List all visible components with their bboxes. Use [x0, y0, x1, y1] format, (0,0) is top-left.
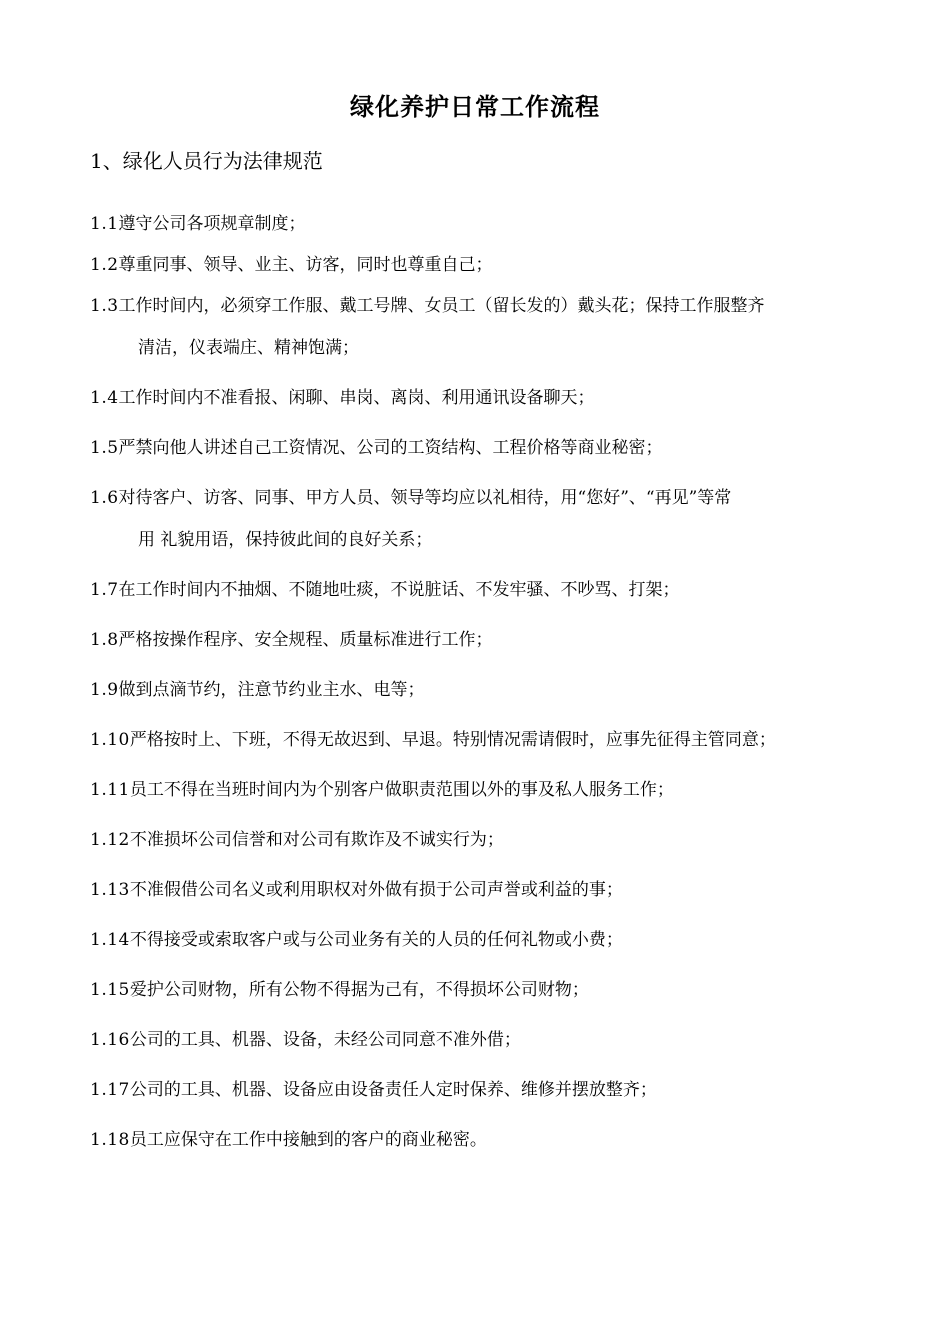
rule-text: 严禁向他人讲述自己工资情况、公司的工资结构、工程价格等商业秘密； — [118, 438, 663, 458]
rule-text: 在工作时间内不抽烟、不随地吐痰，不说脏话、不发牢骚、不吵骂、打架； — [118, 580, 680, 600]
rule-text: 对待客户、访客、同事、甲方人员、领导等均应以礼相待，用“您好”、“再见”等常 — [118, 488, 732, 508]
rule-first-line — [90, 877, 860, 903]
rule-first-line — [90, 577, 860, 603]
rule-item — [90, 385, 860, 411]
rule-first-line — [90, 627, 860, 653]
rule-first-line — [90, 1127, 860, 1153]
rule-item — [90, 485, 860, 553]
rule-first-line — [90, 927, 860, 953]
rule-first-line — [90, 977, 860, 1003]
rule-first-line — [90, 727, 860, 753]
rule-text: 公司的工具、机器、设备，未经公司同意不准外借； — [129, 1030, 521, 1050]
section-heading: 1、绿化人员行为法律规范 — [90, 149, 323, 173]
rule-item — [90, 1127, 860, 1153]
rule-number: 1.3 — [90, 296, 119, 316]
rule-number: 1.6 — [90, 488, 119, 508]
rule-number: 1.7 — [90, 580, 119, 600]
rule-item — [90, 677, 860, 703]
rule-text: 爱护公司财物，所有公物不得据为己有，不得损坏公司财物； — [129, 980, 589, 1000]
rule-item — [90, 211, 860, 237]
rule-first-line — [90, 485, 860, 511]
rule-number: 1.11 — [90, 780, 130, 800]
rule-item — [90, 252, 860, 278]
rule-continuation-line — [90, 335, 860, 361]
rule-number: 1.18 — [90, 1130, 130, 1150]
rule-item — [90, 577, 860, 603]
rule-first-line — [90, 293, 860, 319]
rule-text: 不得接受或索取客户或与公司业务有关的人员的任何礼物或小费； — [129, 930, 623, 950]
rule-item — [90, 777, 860, 803]
rule-text: 做到点滴节约，注意节约业主水、电等； — [118, 680, 425, 700]
rule-first-line — [90, 677, 860, 703]
rule-text: 清洁，仪表端庄、精神饱满； — [138, 338, 359, 358]
rule-item — [90, 877, 860, 903]
rule-number: 1.13 — [90, 880, 130, 900]
rule-item — [90, 293, 860, 361]
rule-text: 遵守公司各项规章制度； — [118, 214, 306, 234]
rule-number: 1.15 — [90, 980, 130, 1000]
rule-text: 尊重同事、领导、业主、访客，同时也尊重自己； — [118, 255, 493, 275]
rule-number: 1.17 — [90, 1080, 130, 1100]
rule-text: 员工应保守在工作中接触到的客户的商业秘密。 — [129, 1130, 487, 1150]
rule-item — [90, 627, 860, 653]
rule-number: 1.8 — [90, 630, 119, 650]
rule-text: 工作时间内不准看报、闲聊、串岗、离岗、利用通讯设备聊天； — [118, 388, 595, 408]
rule-text: 工作时间内，必须穿工作服、戴工号牌、女员工（留长发的）戴头花；保持工作服整齐 — [118, 296, 765, 316]
rule-item — [90, 927, 860, 953]
rule-text: 员工不得在当班时间内为个别客户做职责范围以外的事及私人服务工作； — [129, 780, 674, 800]
rule-number: 1.4 — [90, 388, 119, 408]
rule-number: 1.2 — [90, 255, 119, 275]
rule-number: 1.10 — [90, 730, 130, 750]
rule-text: 公司的工具、机器、设备应由设备责任人定时保养、维修并摆放整齐； — [129, 1080, 657, 1100]
rule-first-line — [90, 385, 860, 411]
rule-number: 1.16 — [90, 1030, 130, 1050]
rule-text: 用 礼貌用语，保持彼此间的良好关系； — [138, 530, 433, 550]
rule-number: 1.12 — [90, 830, 130, 850]
rule-item — [90, 827, 860, 853]
rule-text: 不准假借公司名义或利用职权对外做有损于公司声誉或利益的事； — [129, 880, 623, 900]
rule-number: 1.9 — [90, 680, 119, 700]
rule-continuation-line — [90, 527, 860, 553]
rule-first-line — [90, 435, 860, 461]
rule-item — [90, 727, 860, 753]
rule-first-line — [90, 252, 860, 278]
rule-item — [90, 1027, 860, 1053]
rule-number: 1.14 — [90, 930, 130, 950]
rule-first-line — [90, 1027, 860, 1053]
rule-item — [90, 977, 860, 1003]
rule-first-line — [90, 1077, 860, 1103]
rule-text: 严格按时上、下班，不得无故迟到、早退。特别情况需请假时，应事先征得主管同意； — [129, 730, 776, 750]
rule-first-line — [90, 827, 860, 853]
rule-first-line — [90, 211, 860, 237]
rule-text: 严格按操作程序、安全规程、质量标准进行工作； — [118, 630, 493, 650]
rule-number: 1.5 — [90, 438, 119, 458]
rule-item — [90, 1077, 860, 1103]
rule-item — [90, 435, 860, 461]
rule-number: 1.1 — [90, 214, 119, 234]
rule-text: 不准损坏公司信誉和对公司有欺诈及不诚实行为； — [129, 830, 504, 850]
rule-first-line — [90, 777, 860, 803]
document-title: 绿化养护日常工作流程 — [350, 93, 600, 121]
rule-list — [90, 187, 860, 1153]
